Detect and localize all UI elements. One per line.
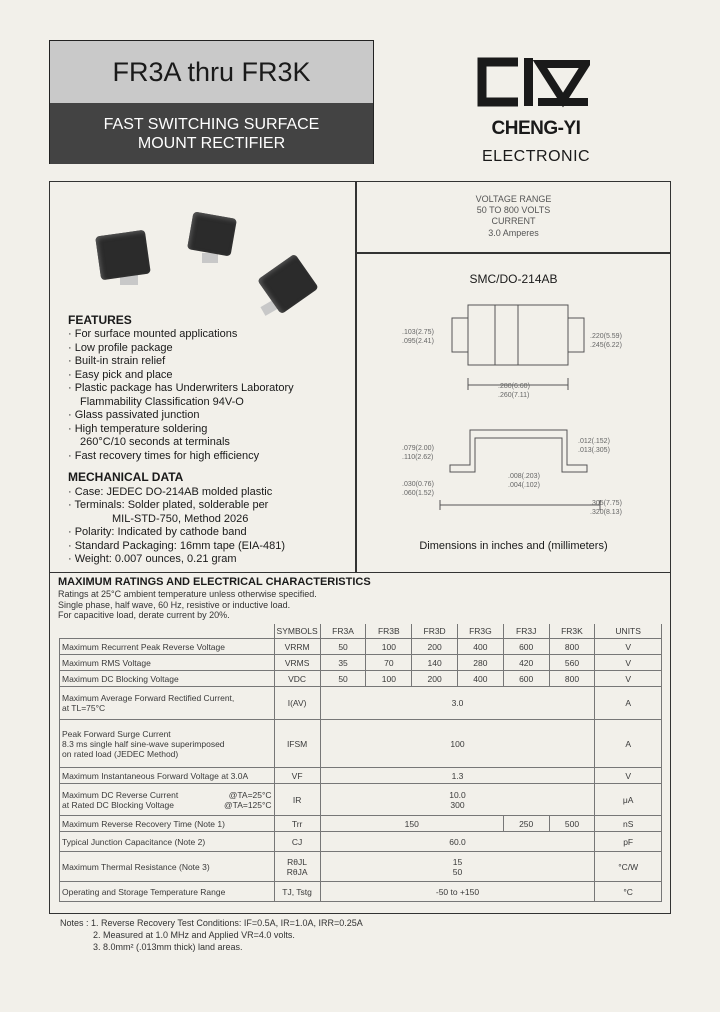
divider — [355, 252, 671, 254]
unit-cell: °C/W — [595, 852, 662, 882]
unit-cell: nS — [595, 816, 662, 832]
condition-text: @TA=125°C — [224, 799, 272, 810]
mechanical-item: · Weight: 0.007 ounces, 0.21 gram — [68, 553, 237, 565]
part-title: FR3A thru FR3K — [50, 41, 373, 104]
value-cell: 800 — [549, 671, 595, 687]
param-cell: Maximum Recurrent Peak Reverse Voltage — [60, 639, 275, 655]
param-cell: Maximum Thermal Resistance (Note 3) — [60, 852, 275, 882]
value-cell: 1.3 — [320, 768, 595, 784]
symbol-cell: VRRM — [274, 639, 320, 655]
value-cell: 3.0 — [320, 687, 595, 720]
param-cell: Maximum Reverse Recovery Time (Note 1) — [60, 816, 275, 832]
voltage-range-value: 50 TO 800 VOLTS — [476, 205, 551, 215]
dim-label: .320(8.13) — [590, 509, 622, 516]
param-cell — [60, 784, 275, 816]
mechanical-item: · Case: JEDEC DO-214AB molded plastic — [68, 486, 273, 498]
value-cell: 150 — [320, 816, 503, 832]
unit-cell: °C — [595, 882, 662, 902]
package-photo — [90, 215, 340, 325]
param-line — [62, 790, 272, 800]
header-cell — [60, 624, 275, 639]
value-cell: 800 — [549, 639, 595, 655]
footnote: Notes : 1. Reverse Recovery Test Conditions: IF=0.5A, IR=1.0A, IRR=0.25A — [60, 918, 363, 928]
header-cell: FR3G — [458, 624, 504, 639]
dim-label: .245(6.22) — [590, 342, 622, 349]
value-line: 50 — [452, 866, 463, 877]
dimension-caption: Dimensions in inches and (millimeters) — [419, 540, 608, 552]
current-value: 3.0 Amperes — [488, 228, 539, 238]
param-cell: Maximum Instantaneous Forward Voltage at 3.0A — [60, 768, 275, 784]
ratings-note: Single phase, half wave, 60 Hz, resistive or inductive load. — [58, 600, 291, 610]
param-cell: Maximum RMS Voltage — [60, 655, 275, 671]
package-dimension-drawing — [400, 290, 650, 530]
value-cell: 100 — [320, 720, 595, 768]
param-cell: Operating and Storage Temperature Range — [60, 882, 275, 902]
table-row — [60, 671, 662, 687]
value-cell: 50 — [320, 639, 366, 655]
feature-item: · Built-in strain relief — [68, 355, 166, 367]
table-row — [60, 768, 662, 784]
unit-cell: V — [595, 768, 662, 784]
symbol-cell: TJ, Tstg — [274, 882, 320, 902]
value-cell: 600 — [503, 671, 549, 687]
footnote: 3. 8.0mm² (.013mm thick) land areas. — [93, 942, 243, 952]
symbol-cell: Trr — [274, 816, 320, 832]
symbol-cell: VF — [274, 768, 320, 784]
cheng-yi-logo-icon — [474, 56, 590, 108]
value-cell: 560 — [549, 655, 595, 671]
value-line: 300 — [450, 799, 465, 810]
mechanical-item: · Terminals: Solder plated, solderable per — [68, 499, 269, 511]
dim-label: .110(2.62) — [402, 454, 434, 461]
dim-label: .079(2.00) — [402, 445, 434, 452]
brand-subtitle: ELECTRONIC — [481, 148, 591, 165]
dim-label: .220(5.59) — [590, 333, 622, 340]
table-row — [60, 720, 662, 768]
part-subtitle — [50, 103, 373, 164]
ratings-table — [59, 624, 662, 902]
header-cell: UNITS — [595, 624, 662, 639]
subtitle-line-2: MOUNT RECTIFIER — [137, 134, 286, 152]
value-cell: 200 — [412, 671, 458, 687]
brand-name: CHENG-YI — [491, 118, 581, 139]
param-cell: Maximum DC Blocking Voltage — [60, 671, 275, 687]
symbol-line: RθJA — [286, 866, 308, 877]
mechanical-item: · Polarity: Indicated by cathode band — [68, 526, 247, 538]
package-label: SMC/DO-214AB — [469, 272, 558, 286]
dim-label: .012(.152) — [578, 438, 610, 445]
symbol-cell: CJ — [274, 832, 320, 852]
mechanical-item: · Standard Packaging: 16mm tape (EIA-481) — [68, 540, 286, 552]
mechanical-item: MIL-STD-750, Method 2026 — [112, 513, 249, 525]
feature-item: Flammability Classification 94V-O — [80, 396, 244, 408]
feature-item: 260°C/10 seconds at terminals — [80, 436, 230, 448]
table-row — [60, 639, 662, 655]
header-cell: SYMBOLS — [274, 624, 320, 639]
param-line — [62, 800, 272, 810]
symbol-cell: VRMS — [274, 655, 320, 671]
table-row — [60, 832, 662, 852]
feature-item: · Fast recovery times for high efficiency — [68, 450, 260, 462]
value-cell: 140 — [412, 655, 458, 671]
dim-label: .103(2.75) — [402, 329, 434, 336]
unit-cell: μA — [595, 784, 662, 816]
value-cell: 50 — [320, 671, 366, 687]
value-cell: 400 — [458, 671, 504, 687]
table-header-row — [60, 624, 662, 639]
value-cell: 100 — [366, 671, 412, 687]
dim-label: .004(.102) — [508, 482, 540, 489]
header-cell: FR3D — [412, 624, 458, 639]
header-cell: FR3A — [320, 624, 366, 639]
param-cell: Typical Junction Capacitance (Note 2) — [60, 832, 275, 852]
feature-item: · Glass passivated junction — [68, 409, 200, 421]
mechanical-heading: MECHANICAL DATA — [68, 470, 184, 484]
param-line: Peak Forward Surge Current — [62, 728, 171, 739]
value-cell: -50 to +150 — [320, 882, 595, 902]
symbol-cell: I(AV) — [274, 687, 320, 720]
param-line: on rated load (JEDEC Method) — [62, 748, 179, 759]
feature-item: · Easy pick and place — [68, 369, 173, 381]
feature-item: · High temperature soldering — [68, 423, 208, 435]
param-line: 8.3 ms single half sine-wave superimposed — [62, 738, 225, 749]
table-row — [60, 882, 662, 902]
dim-label: .305(7.75) — [590, 500, 622, 507]
feature-item: · Plastic package has Underwriters Laboratory — [68, 382, 294, 394]
unit-cell: A — [595, 720, 662, 768]
title-box — [49, 40, 374, 164]
feature-item: · Low profile package — [68, 342, 173, 354]
symbol-cell — [274, 852, 320, 882]
symbol-line: RθJL — [287, 856, 308, 867]
table-row — [60, 852, 662, 882]
subtitle-line-1: FAST SWITCHING SURFACE — [103, 115, 320, 133]
ratings-note: For capacitive load, derate current by 20%. — [58, 610, 230, 620]
table-row — [60, 784, 662, 816]
symbol-cell: VDC — [274, 671, 320, 687]
dim-label: .095(2.41) — [402, 338, 434, 345]
dim-label: .260(7.11) — [498, 392, 530, 399]
value-cell: 60.0 — [320, 832, 595, 852]
value-cell: 250 — [503, 816, 549, 832]
param-cell — [60, 720, 275, 768]
unit-cell: V — [595, 671, 662, 687]
unit-cell: V — [595, 655, 662, 671]
condition-text: @TA=25°C — [228, 789, 272, 800]
value-cell: 35 — [320, 655, 366, 671]
ratings-note: Ratings at 25°C ambient temperature unless otherwise specified. — [58, 589, 317, 599]
dim-label: .280(6.60) — [498, 383, 530, 390]
value-line: 15 — [452, 856, 463, 867]
header-cell: FR3B — [366, 624, 412, 639]
value-cell: 100 — [366, 639, 412, 655]
value-cell: 400 — [458, 639, 504, 655]
current-label: CURRENT — [491, 216, 536, 226]
header-cell: FR3K — [549, 624, 595, 639]
dim-label: .013(.305) — [578, 447, 610, 454]
table-row — [60, 655, 662, 671]
value-cell — [320, 852, 595, 882]
value-cell: 420 — [503, 655, 549, 671]
dim-label: .030(0.76) — [402, 481, 434, 488]
unit-cell: V — [595, 639, 662, 655]
param-text: at Rated DC Blocking Voltage — [62, 799, 174, 810]
table-row — [60, 687, 662, 720]
dim-label: .008(.203) — [508, 473, 540, 480]
param-line: at TL=75°C — [62, 703, 106, 713]
value-cell — [320, 784, 595, 816]
unit-cell: pF — [595, 832, 662, 852]
max-ratings-title: MAXIMUM RATINGS AND ELECTRICAL CHARACTERISTICS — [58, 576, 371, 588]
footnote: 2. Measured at 1.0 MHz and Applied VR=4.0 volts. — [93, 930, 295, 940]
voltage-range-label: VOLTAGE RANGE — [475, 194, 552, 204]
value-cell: 280 — [458, 655, 504, 671]
param-line: Maximum Average Forward Rectified Current, — [62, 693, 235, 703]
value-cell: 70 — [366, 655, 412, 671]
unit-cell: A — [595, 687, 662, 720]
divider — [355, 181, 357, 573]
header-cell: FR3J — [503, 624, 549, 639]
value-cell: 600 — [503, 639, 549, 655]
symbol-cell: IR — [274, 784, 320, 816]
dim-label: .060(1.52) — [402, 490, 434, 497]
param-text: Maximum DC Reverse Current — [62, 789, 179, 800]
value-line: 10.0 — [449, 789, 466, 800]
features-heading: FEATURES — [68, 313, 132, 327]
feature-item: · For surface mounted applications — [68, 328, 238, 340]
value-cell: 500 — [549, 816, 595, 832]
value-cell: 200 — [412, 639, 458, 655]
table-row — [60, 816, 662, 832]
symbol-cell: IFSM — [274, 720, 320, 768]
param-cell — [60, 687, 275, 720]
